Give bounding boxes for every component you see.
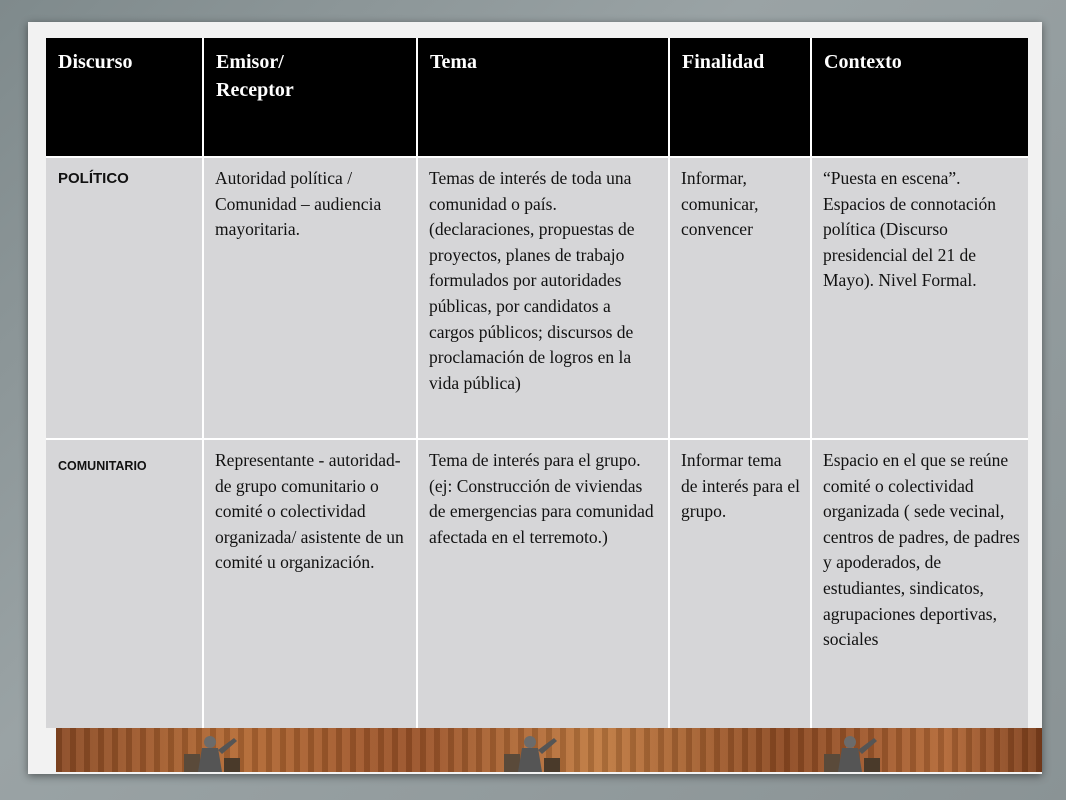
speaker-figure-icon [816, 732, 886, 772]
header-finalidad: Finalidad [669, 38, 811, 157]
cell-finalidad: Informar, comunicar, convencer [669, 157, 811, 439]
header-contexto: Contexto [811, 38, 1028, 157]
decorative-bottom-strip [56, 728, 1042, 772]
header-row [46, 38, 1028, 157]
table-container [46, 38, 1028, 728]
header-discurso: Discurso [46, 38, 203, 157]
cell-contexto: Espacio en el que se reúne comité o colectividad organizada ( sede vecinal, centros de padres, de padres y apoderados, de estudiantes, sindicatos, agrupaciones deportivas, sociales [811, 439, 1028, 728]
cell-tema: Tema de interés para el grupo. (ej: Construcción de viviendas de emergencias para comunidad afectada en el terremoto.) [417, 439, 669, 728]
header-emisor-receptor [203, 38, 417, 157]
table-row [46, 157, 1028, 439]
header-tema: Tema [417, 38, 669, 157]
cell-discurso: POLÍTICO [46, 157, 203, 439]
cell-discurso: COMUNITARIO [46, 439, 203, 728]
cell-emisor: Autoridad política / Comunidad – audiencia mayoritaria. [203, 157, 417, 439]
speaker-figure-icon [176, 732, 246, 772]
cell-contexto: “Puesta en escena”. Espacios de connotación política (Discurso presidencial del 21 de Mayo). Nivel Formal. [811, 157, 1028, 439]
speaker-figure-icon [496, 732, 566, 772]
cell-finalidad: Informar tema de interés para el grupo. [669, 439, 811, 728]
header-emisor-text: Emisor/ Receptor [216, 51, 294, 101]
cell-emisor: Representante - autoridad- de grupo comunitario o comité o colectividad organizada/ asistente de un comité u organización. [203, 439, 417, 728]
cell-tema: Temas de interés de toda una comunidad o país. (declaraciones, propuestas de proyectos, planes de trabajo formulados por autoridades públicas, por candidatos a cargos públicos; discursos de proclamación de logros en la vida pública) [417, 157, 669, 439]
table-row [46, 439, 1028, 728]
discourse-table [46, 38, 1028, 728]
